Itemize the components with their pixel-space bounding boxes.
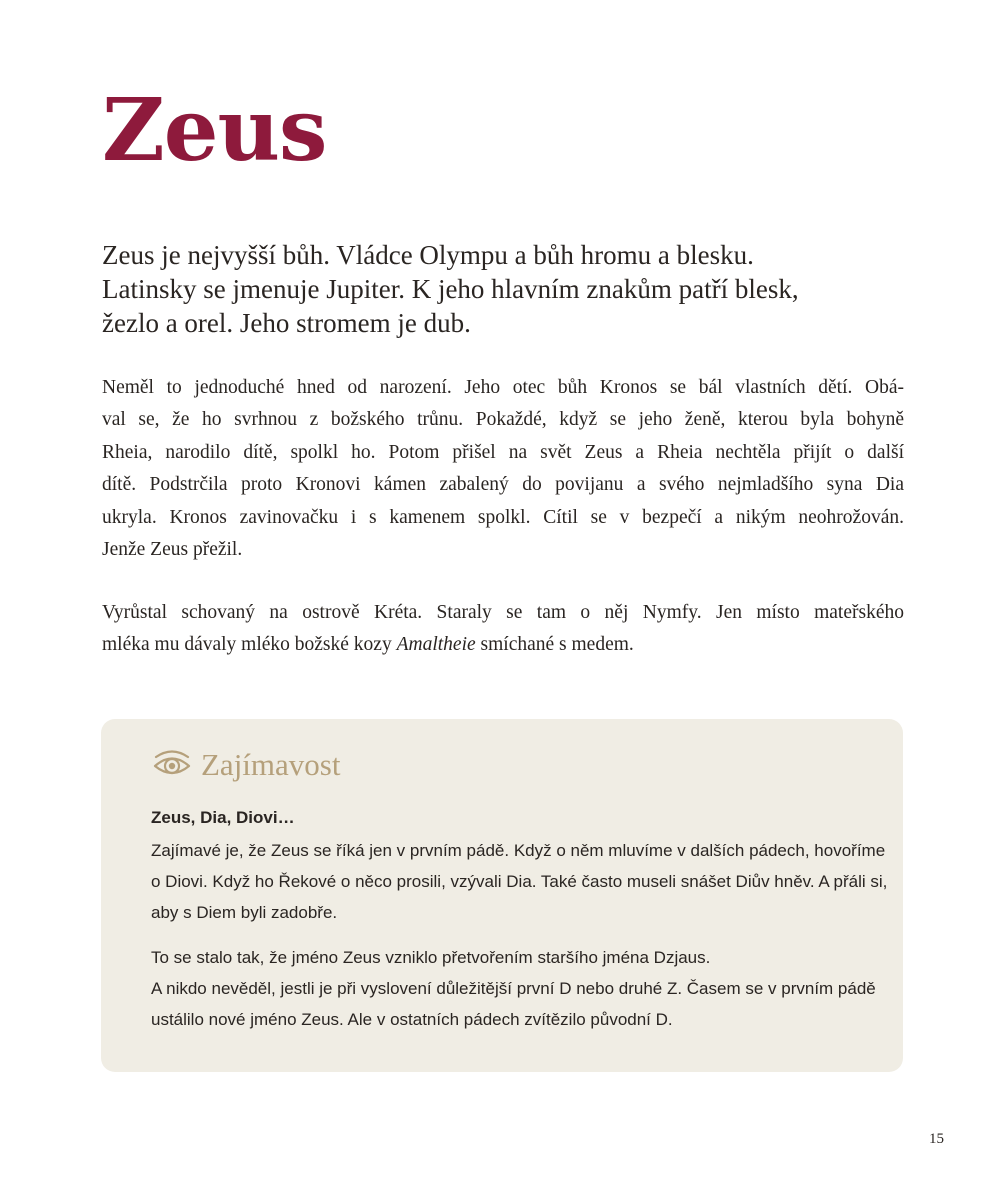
italic-term: Amaltheie [396, 634, 476, 656]
text-line: dítě. Podstrčila proto Kronovi kámen zabalený do povijanu a svého nejmladšího syna Dia [102, 474, 904, 496]
trivia-paragraph-2 [151, 942, 876, 1035]
text-segment: mléka mu dávaly mléko božské kozy [102, 634, 397, 656]
text-line: To se stalo tak, že jméno Zeus vzniklo přetvořením staršího jména Dzjaus. [151, 948, 711, 967]
text-line: ukryla. Kronos zavinovačku i s kamenem spolkl. Cítil se v bezpečí a nikým neohrožován. [102, 506, 904, 528]
text-line: Vyrůstal schovaný na ostrově Kréta. Staraly se tam o něj Nymfy. Jen místo mateřského [102, 602, 904, 623]
text-line: ustálilo nové jméno Zeus. Ale v ostatních pádech zvítězilo původní D. [151, 1010, 673, 1029]
trivia-subtitle: Zeus, Dia, Diovi… [151, 808, 295, 827]
trivia-box [101, 719, 903, 1072]
trivia-box-header [153, 747, 340, 781]
text-line: o Diovi. Když ho Řekové o něco prosili, vzývali Dia. Také často museli snášet Diův hněv. A přáli si, [151, 872, 888, 891]
text-line: Rheia, narodilo dítě, spolkl ho. Potom přišel na svět Zeus a Rheia nechtěla přijít o další [102, 441, 904, 463]
text-line: Jenže Zeus přežil. [102, 539, 243, 561]
body-paragraph-1 [102, 372, 904, 566]
text-segment: smíchané s medem. [475, 634, 634, 656]
trivia-paragraph-1 [151, 835, 888, 928]
lead-line: žezlo a orel. Jeho stromem je dub. [102, 308, 471, 338]
page-number: 15 [929, 1131, 944, 1147]
body-paragraph-2 [102, 597, 904, 662]
text-line [102, 629, 904, 661]
eye-icon [153, 747, 191, 781]
lead-line: Latinsky se jmenuje Jupiter. K jeho hlavním znakům patří blesk, [102, 274, 799, 304]
trivia-box-title: Zajímavost [201, 746, 341, 782]
page-title: Zeus [102, 80, 327, 181]
text-line: aby s Diem byli zadobře. [151, 903, 338, 922]
text-line: val se, že ho svrhnou z božského trůnu. Pokaždé, když se jeho ženě, kterou byla bohyně [102, 409, 904, 431]
text-line: A nikdo nevěděl, jestli je při vyslovení důležitější první D nebo druhé Z. Časem se v prvním pádě [151, 979, 876, 998]
text-line: Zajímavé je, že Zeus se říká jen v prvním pádě. Když o něm mluvíme v dalších pádech, hovoříme [151, 841, 886, 860]
trivia-box-content [151, 801, 888, 1035]
lead-line: Zeus je nejvyšší bůh. Vládce Olympu a bůh hromu a blesku. [102, 240, 754, 270]
text-line: Neměl to jednoduché hned od narození. Jeho otec bůh Kronos se bál vlastních dětí. Obá- [102, 377, 904, 398]
lead-paragraph [102, 238, 902, 340]
